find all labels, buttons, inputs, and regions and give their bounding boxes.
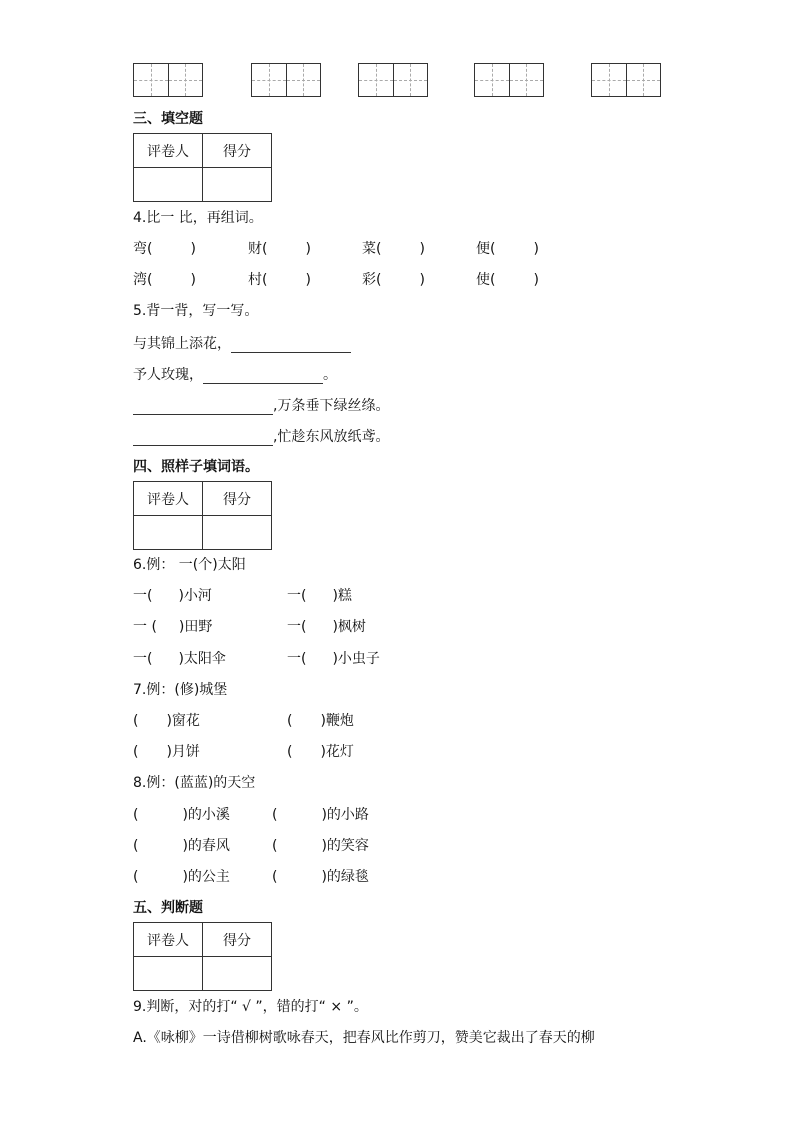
q9-prompt: 9.判断，对的打“ √ ”，错的打“ × ”。: [133, 999, 368, 1015]
q4-row1-item4: 便( ): [476, 241, 539, 257]
q5-line2: 予人玫瑰， 。: [133, 367, 337, 383]
q5-line1: 与其锦上添花，: [133, 333, 351, 353]
writing-grid-3[interactable]: [358, 63, 428, 97]
q8-item3: ( )的春风: [133, 838, 230, 854]
q4-row1-item3: 菜( ): [362, 241, 425, 257]
writing-grid-1[interactable]: [133, 63, 203, 97]
q5-blank4[interactable]: [133, 431, 273, 446]
q7-item1: ( )窗花: [133, 713, 200, 729]
q5-blank1[interactable]: [231, 338, 351, 353]
score-header: 得分: [203, 134, 272, 168]
q4-prompt: 4.比一 比，再组词。: [133, 210, 263, 226]
score-table-1: [133, 133, 272, 202]
q4-row2-item1: 湾( ): [133, 272, 196, 288]
grader-cell[interactable]: [134, 516, 203, 550]
grader-header: 评卷人: [134, 923, 203, 957]
score-table-3: [133, 922, 272, 991]
q4-row1-item2: 财( ): [248, 241, 311, 257]
score-cell[interactable]: [203, 168, 272, 202]
q8-item4: ( )的笑容: [272, 838, 369, 854]
q5-blank2[interactable]: [203, 369, 323, 384]
q8-prompt: 8.例：(蓝蓝)的天空: [133, 775, 256, 791]
q5-line4: ,忙趁东风放纸鸢。: [133, 426, 389, 446]
score-cell[interactable]: [203, 516, 272, 550]
q6-item5: 一( )太阳伞: [133, 651, 226, 667]
q8-item2: ( )的小路: [272, 807, 369, 823]
score-table-2: [133, 481, 272, 550]
q5-blank3[interactable]: [133, 400, 273, 415]
q7-item4: ( )花灯: [287, 744, 354, 760]
q4-row2-item2: 村( ): [248, 272, 311, 288]
score-cell[interactable]: [203, 957, 272, 991]
grader-cell[interactable]: [134, 168, 203, 202]
q8-item1: ( )的小溪: [133, 807, 230, 823]
q8-item6: ( )的绿毯: [272, 869, 369, 885]
writing-grid-5[interactable]: [591, 63, 661, 97]
q7-item3: ( )月饼: [133, 744, 200, 760]
q6-item3: 一 ( )田野: [133, 619, 213, 635]
score-header: 得分: [203, 482, 272, 516]
q7-prompt: 7.例：(修)城堡: [133, 682, 228, 698]
grader-header: 评卷人: [134, 482, 203, 516]
q4-row1-item1: 弯( ): [133, 241, 196, 257]
q8-item5: ( )的公主: [133, 869, 230, 885]
section-5-title: 五、判断题: [133, 900, 203, 916]
section-3-title: 三、填空题: [133, 111, 203, 127]
q4-row2-item3: 彩( ): [362, 272, 425, 288]
writing-grid-2[interactable]: [251, 63, 321, 97]
q5-line3: ,万条垂下绿丝绦。: [133, 395, 389, 415]
grader-cell[interactable]: [134, 957, 203, 991]
q6-item6: 一( )小虫子: [287, 651, 380, 667]
q6-item1: 一( )小河: [133, 588, 212, 604]
q6-prompt: 6.例： 一(个)太阳: [133, 557, 246, 573]
section-4-title: 四、照样子填词语。: [133, 459, 259, 475]
grader-header: 评卷人: [134, 134, 203, 168]
q9-item-a: A.《咏柳》一诗借柳树歌咏春天，把春风比作剪刀，赞美它裁出了春天的柳: [133, 1030, 595, 1046]
q7-item2: ( )鞭炮: [287, 713, 354, 729]
q5-prompt: 5.背一背，写一写。: [133, 303, 259, 319]
score-header: 得分: [203, 923, 272, 957]
writing-grid-4[interactable]: [474, 63, 544, 97]
q4-row2-item4: 使( ): [476, 272, 539, 288]
q6-item2: 一( )糕: [287, 588, 352, 604]
q6-item4: 一( )枫树: [287, 619, 366, 635]
